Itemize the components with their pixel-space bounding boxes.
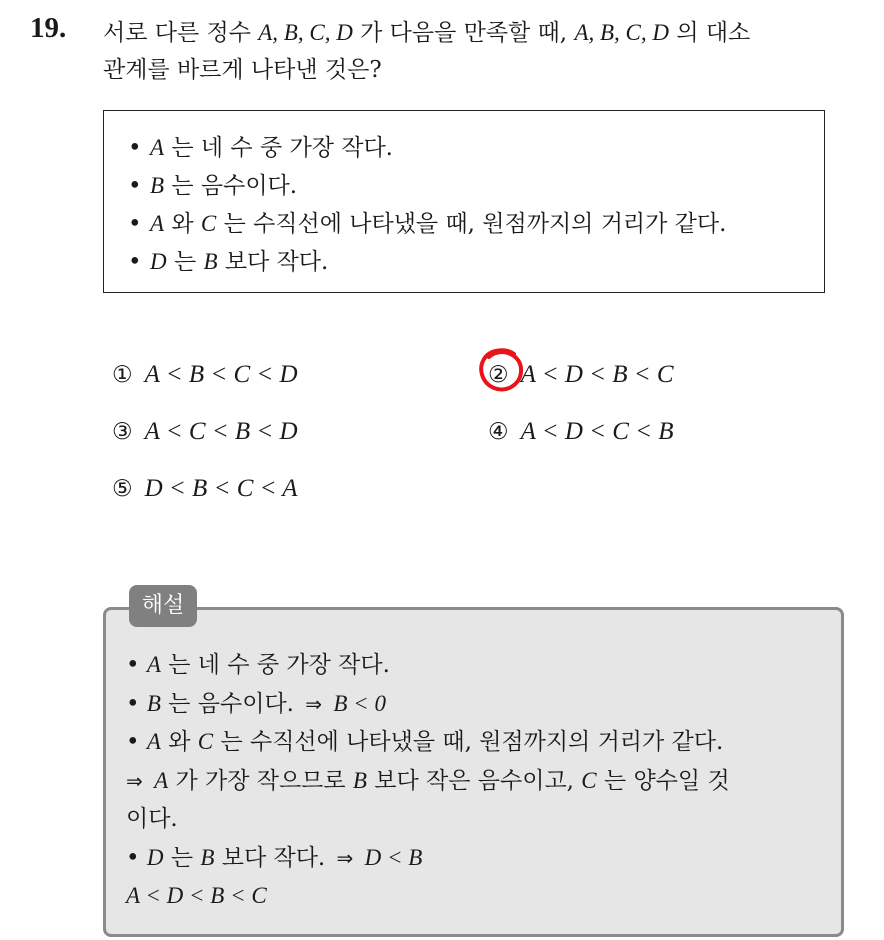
solution-line bbox=[126, 723, 831, 762]
choice-4[interactable] bbox=[488, 418, 674, 446]
conditions-box bbox=[103, 110, 825, 293]
condition-text: 는 음수이다. bbox=[171, 173, 298, 199]
solution-variable: D bbox=[146, 844, 164, 870]
condition-text: 는 수직선에 나타냈을 때, 원점까지의 거리가 같다. bbox=[223, 211, 727, 237]
condition-text: 보다 작다. bbox=[224, 249, 329, 275]
condition-item bbox=[128, 129, 726, 167]
solution-line: 이다. bbox=[126, 806, 178, 832]
implies-arrow-icon: ⇒ bbox=[336, 845, 354, 870]
bullet-icon: • bbox=[126, 729, 140, 755]
solution-text: 는 bbox=[170, 844, 194, 871]
choice-expression: A < D < C < B bbox=[520, 418, 674, 445]
solution-variable: B bbox=[146, 690, 161, 716]
choice-1[interactable] bbox=[112, 361, 298, 389]
choice-expression: A < C < B < D bbox=[144, 418, 298, 445]
solution-variable: B bbox=[200, 844, 215, 870]
condition-variable: D bbox=[150, 249, 167, 274]
choice-expression: A < B < C < D bbox=[144, 361, 298, 388]
condition-variable: A bbox=[150, 135, 165, 160]
solution-line bbox=[126, 839, 831, 878]
solution-line bbox=[126, 877, 831, 916]
solution-text: 보다 작다. bbox=[221, 844, 326, 871]
solution-variable: B bbox=[352, 767, 367, 793]
solution-text: 는 수직선에 나타냈을 때, 원점까지의 거리가 같다. bbox=[220, 729, 724, 755]
solution-text: 는 네 수 중 가장 작다. bbox=[168, 652, 390, 678]
conditions-list bbox=[128, 129, 726, 281]
condition-item bbox=[128, 243, 726, 281]
bullet-icon: • bbox=[126, 844, 140, 871]
choice-number: ③ bbox=[112, 419, 133, 445]
solution-line bbox=[126, 685, 831, 724]
solution-variable: A bbox=[146, 729, 161, 754]
bullet-icon: • bbox=[128, 173, 142, 199]
question-text-part: 서로 다른 정수 bbox=[103, 20, 251, 46]
bullet-icon: • bbox=[126, 652, 140, 678]
solution-text: 는 양수일 것 bbox=[603, 767, 730, 794]
implies-arrow-icon: ⇒ bbox=[126, 768, 143, 793]
solution-text: 와 bbox=[168, 729, 191, 755]
question-text bbox=[103, 14, 873, 89]
question-text-part: 가 다음을 만족할 때, bbox=[360, 20, 568, 46]
solution-result: D < B bbox=[364, 844, 423, 870]
solution-result: B < 0 bbox=[333, 690, 386, 716]
solution-box bbox=[103, 607, 844, 937]
solution-content bbox=[126, 646, 831, 916]
condition-item bbox=[128, 167, 726, 205]
solution-tag: 해설 bbox=[129, 585, 197, 627]
choice-number: ④ bbox=[488, 419, 509, 445]
condition-text: 는 bbox=[173, 249, 197, 275]
choice-number: ① bbox=[112, 362, 133, 388]
solution-final-answer: A < D < B < C bbox=[126, 883, 267, 908]
bullet-icon: • bbox=[126, 690, 140, 717]
question-variables: A, B, C, D bbox=[574, 20, 669, 45]
question-text-part: 의 대소 bbox=[676, 20, 751, 46]
solution-text: 는 음수이다. bbox=[168, 690, 294, 717]
solution-text: 보다 작은 음수이고, bbox=[374, 767, 574, 794]
condition-text: 는 네 수 중 가장 작다. bbox=[171, 135, 393, 161]
choice-3[interactable] bbox=[112, 418, 298, 446]
answer-circle-mark-icon bbox=[476, 345, 526, 395]
bullet-icon: • bbox=[128, 249, 142, 275]
solution-line bbox=[126, 762, 831, 801]
choice-number: ⑤ bbox=[112, 476, 133, 502]
condition-variable: B bbox=[150, 173, 165, 198]
choice-5[interactable] bbox=[112, 475, 298, 503]
solution-line bbox=[126, 646, 831, 685]
condition-item bbox=[128, 205, 726, 243]
question-text-line2: 관계를 바르게 나타낸 것은? bbox=[103, 57, 382, 83]
choice-expression: D < B < C < A bbox=[144, 475, 298, 502]
question-variables: A, B, C, D bbox=[258, 20, 353, 45]
bullet-icon: • bbox=[128, 211, 142, 237]
bullet-icon: • bbox=[128, 135, 142, 161]
solution-variable: A bbox=[154, 767, 169, 793]
solution-variable: A bbox=[146, 652, 161, 677]
condition-variable: C bbox=[200, 211, 217, 236]
condition-variable: A bbox=[150, 211, 165, 236]
solution-variable: C bbox=[197, 729, 214, 754]
solution-variable: C bbox=[581, 767, 597, 793]
choice-expression: A < D < B < C bbox=[520, 361, 674, 388]
choice-number: ② bbox=[488, 362, 509, 388]
question-number: 19. bbox=[30, 12, 67, 44]
implies-arrow-icon: ⇒ bbox=[305, 691, 323, 716]
solution-text: 가 가장 작으므로 bbox=[175, 767, 346, 794]
condition-variable: B bbox=[203, 249, 218, 274]
condition-text: 와 bbox=[171, 211, 194, 237]
